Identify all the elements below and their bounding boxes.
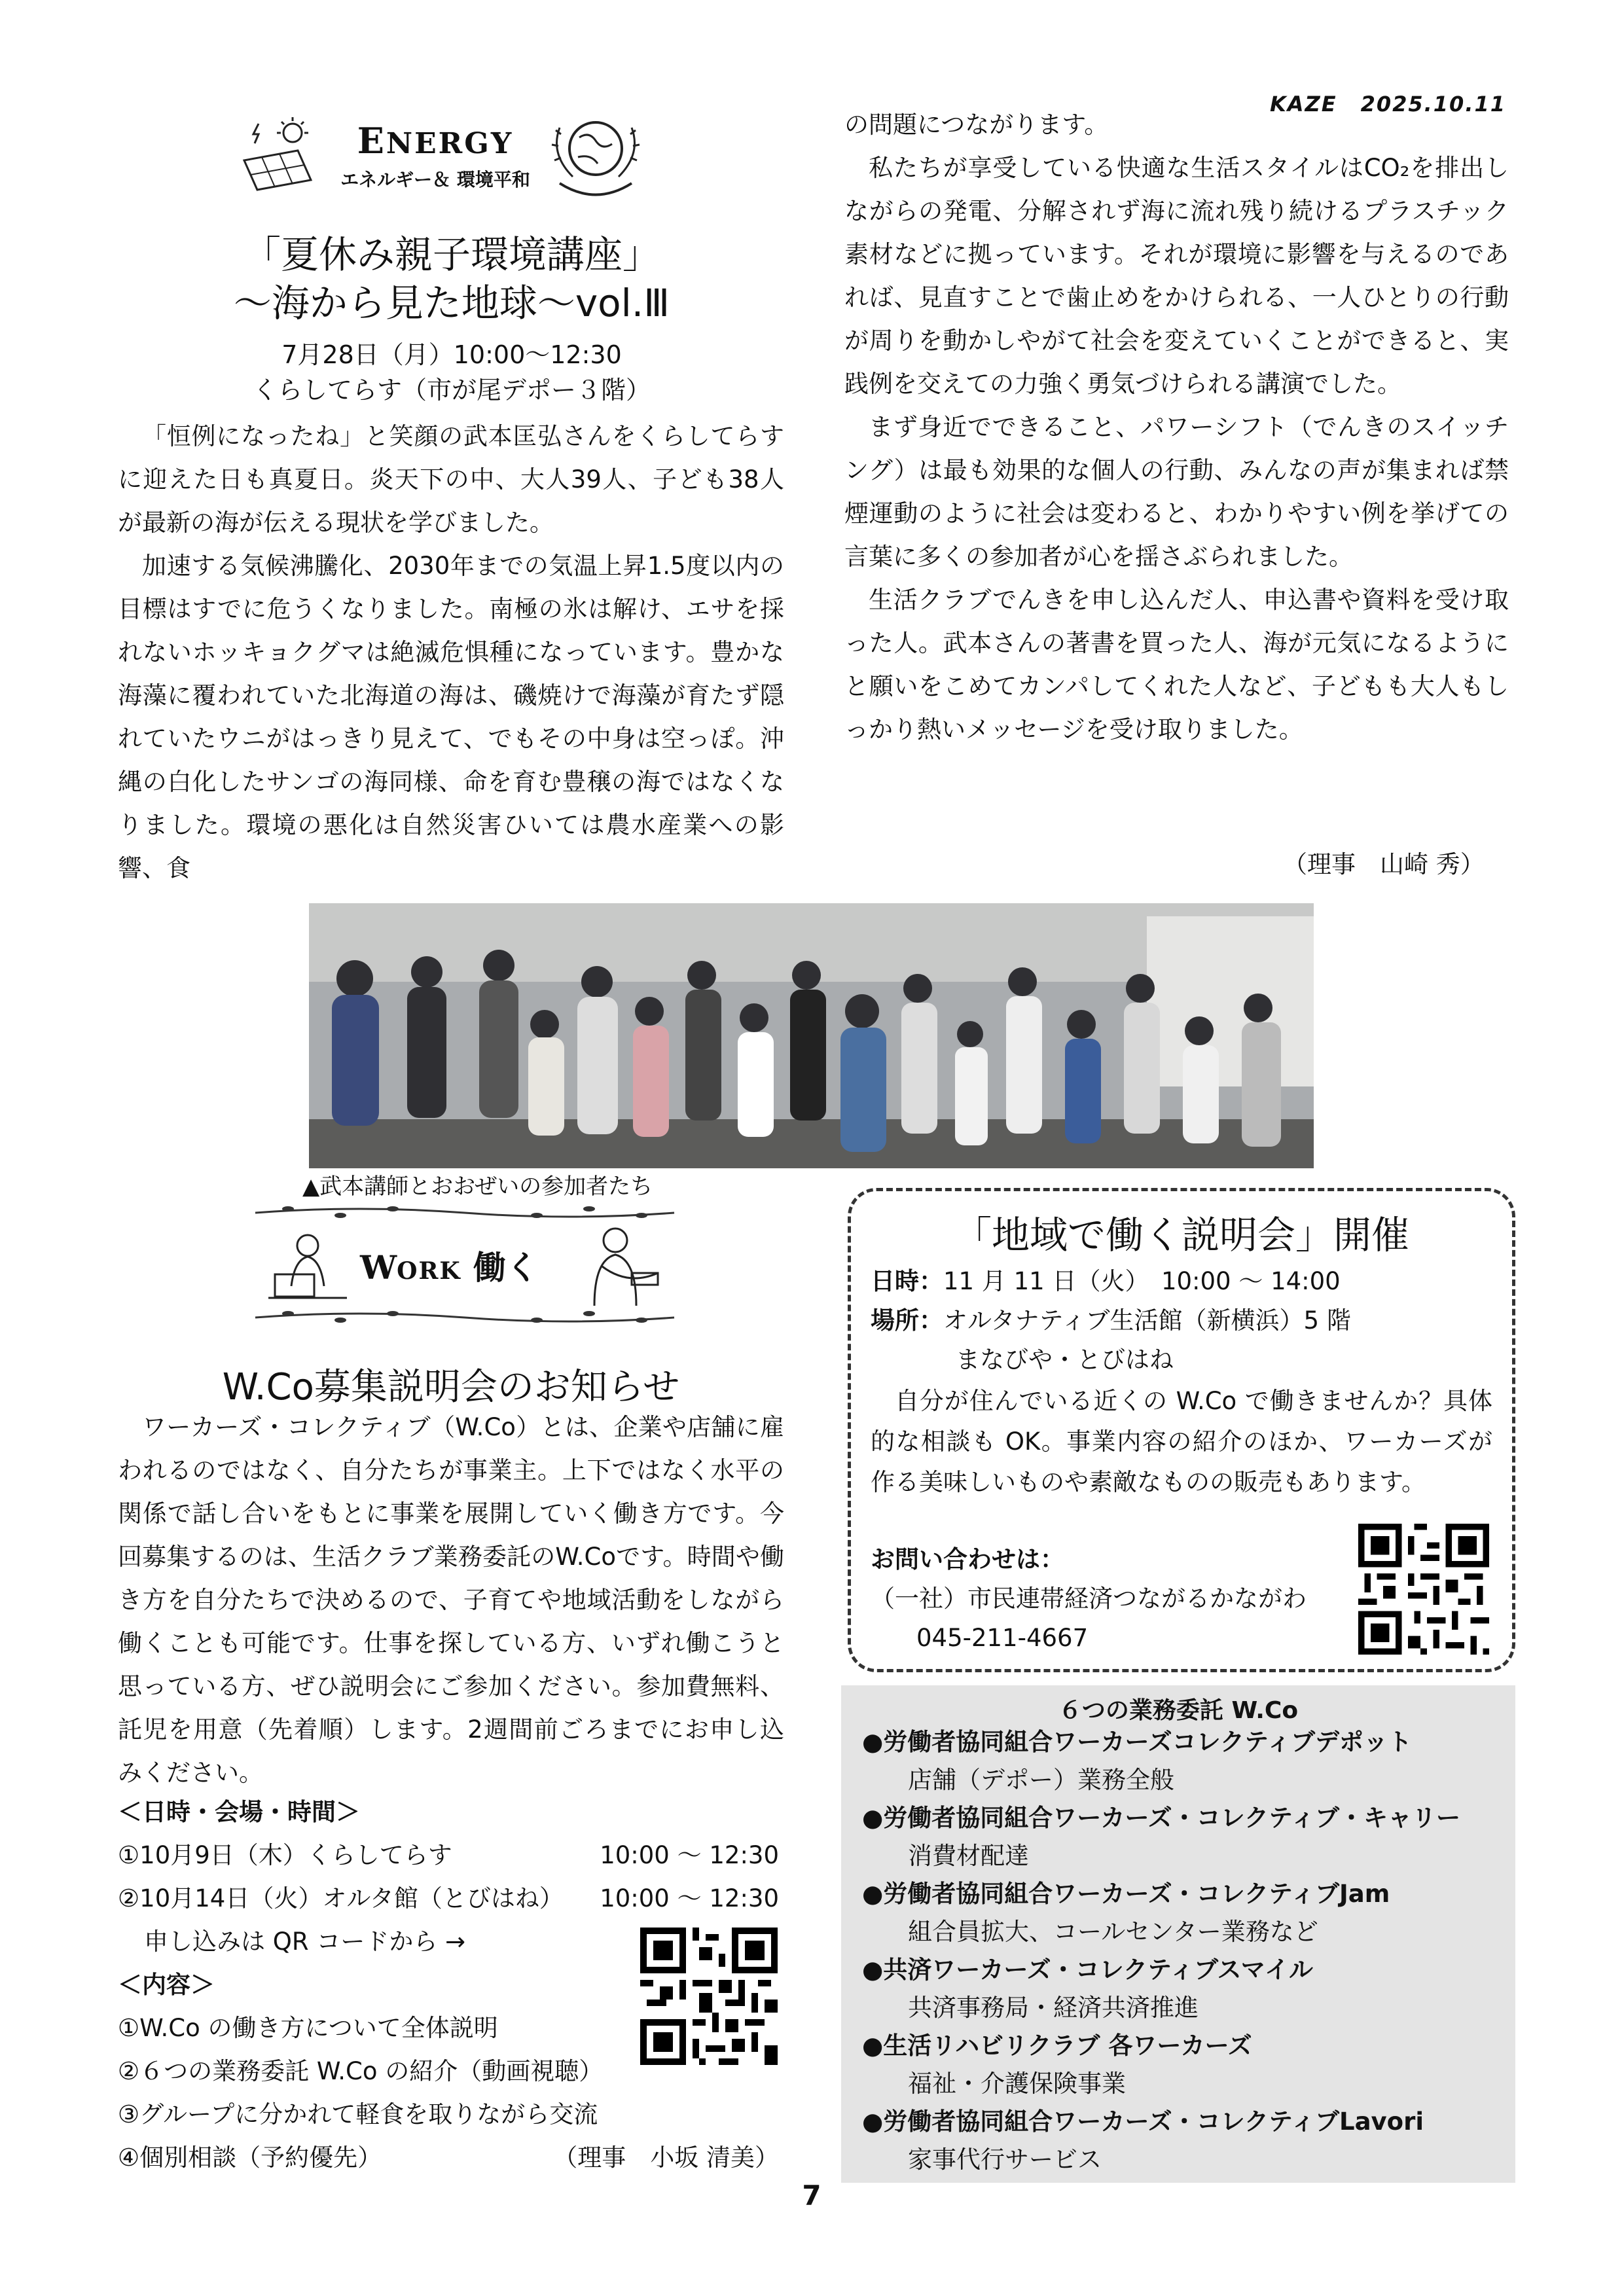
event-body: 自分が住んでいる近くの W.Co で働きませんか？具体的な相談も OK。事業内容の紹介のほか、ワーカーズが作る美味しいものや素敵なものの販売もあります。 xyxy=(871,1387,1492,1496)
content-item: ③グループに分かれて軽食を取りながら交流 xyxy=(118,2100,598,2128)
wco-desc: 組合員拡大、コールセンター業務など xyxy=(908,1918,1318,1946)
schedule-label: ①10月9日（木）くらしてらす xyxy=(118,1841,452,1869)
banner-initial: E xyxy=(357,120,386,162)
wco-name: ●労働者協同組合ワーカーズコレクティブデポット xyxy=(862,1728,1412,1756)
banner-word: ORK xyxy=(397,1257,461,1285)
work-author: （理事 小坂 清美） xyxy=(553,2144,779,2172)
wco-desc: 共済事務局・経済共済推進 xyxy=(908,1994,1199,2022)
list-item xyxy=(862,2103,1424,2179)
wco-name: ●労働者協同組合ワーカーズ・コレクティブLavori xyxy=(862,2108,1424,2136)
content-item: ④個別相談（予約優先） xyxy=(118,2144,382,2172)
schedule-row xyxy=(118,1834,785,1877)
event-contact-org: （一社）市民連帯経済つながるかながわ xyxy=(871,1585,1307,1613)
work-banner xyxy=(249,1201,681,1329)
event-date xyxy=(871,1262,1341,1301)
wco-list-title: ６つの業務委託 W.Co xyxy=(1058,1697,1299,1724)
event-place-value: オルタナティブ生活館（新横浜）5 階 xyxy=(943,1306,1351,1335)
work-title: W.Co募集説明会のお知らせ xyxy=(222,1366,680,1408)
wco-name: ●労働者協同組合ワーカーズ・コレクティブJam xyxy=(862,1880,1390,1908)
energy-paragraph: 私たちが享受している快適な生活スタイルはCO₂を排出しながらの発電、分解されず海に流れ残り続けるプラスチック素材などに拠っています。それが環境に影響を与えるのであれば、見直すことで歯止めをかけられる、一人ひとりの行動が周りを動かしやがて社会を変えていくことができると、実践例を交えての力強く勇気づけられる講演でした。 xyxy=(844,154,1509,398)
wco-desc: 店舗（デポー）業務全般 xyxy=(908,1766,1174,1794)
energy-author: （理事 山崎 秀） xyxy=(1283,850,1485,878)
energy-banner xyxy=(232,108,645,200)
content-item: ②６つの業務委託 W.Co の紹介（動画視聴） xyxy=(118,2057,604,2085)
event-place-label: 場所： xyxy=(871,1306,943,1335)
energy-title-line2: ～海から見た地球～vol.Ⅲ xyxy=(233,281,670,325)
list-item xyxy=(862,1875,1390,1951)
issue-date: 2025.10.11 xyxy=(1360,92,1506,117)
event-contact-label: お問い合わせは： xyxy=(871,1545,1064,1573)
desk-worker-icon xyxy=(268,1227,353,1306)
page-number: 7 xyxy=(802,2179,821,2212)
list-item xyxy=(862,1799,1460,1875)
banner-initial: W xyxy=(360,1248,397,1287)
contact-qr-code[interactable] xyxy=(1358,1524,1489,1655)
energy-paragraph: 「恒例になったね」と笑顔の武本匡弘さんをくらしてらすに迎えた日も真夏日。炎天下の中、大人39人、子ども38人が最新の海が伝える現状を学びました。 xyxy=(118,422,784,537)
content-row xyxy=(118,2136,785,2179)
banner-word: NERGY xyxy=(386,127,514,160)
list-item xyxy=(862,2027,1252,2103)
list-item xyxy=(862,1951,1313,2027)
wco-desc: 消費材配達 xyxy=(908,1842,1029,1870)
photo-caption: ▲武本講師とおおぜいの参加者たち xyxy=(302,1174,653,1200)
schedule-time: 10:00 ～ 12:30 xyxy=(600,1884,779,1912)
wco-name: ●労働者協同組合ワーカーズ・コレクティブ・キャリー xyxy=(862,1804,1460,1832)
energy-paragraph: 加速する気候沸騰化、2030年までの気温上昇1.5度以内の目標はすでに危うくなりました。南極の氷は解け、エサを採れないホッキョクグマは絶滅危惧種になっています。豊かな海藻に覆われていた北海道の海は、磯焼けで海藻が育たず隠れていたウニがはっきり見えて、でもその中身は空っぽ。沖縄の白化したサンゴの海同様、命を育む豊穣の海ではなくなりました。環境の悪化は自然災害ひいては農水産業への影響、食 xyxy=(118,552,784,882)
list-item xyxy=(862,1723,1412,1799)
apply-line: 申し込みは QR コードから → xyxy=(144,1928,466,1956)
work-intro-block xyxy=(118,1406,784,1795)
wco-desc: 福祉・介護保険事業 xyxy=(908,2070,1126,2098)
energy-banner-text xyxy=(331,120,540,192)
wco-name: ●共済ワーカーズ・コレクティブスマイル xyxy=(862,1956,1314,1984)
event-place xyxy=(871,1301,1351,1340)
event-title: 「地域で働く説明会」開催 xyxy=(953,1213,1409,1257)
participants-photo-illustration xyxy=(309,903,1314,1168)
solar-panel-icon xyxy=(232,115,324,196)
event-box xyxy=(848,1188,1515,1672)
cook-worker-icon xyxy=(576,1221,668,1312)
energy-title-line1: 「夏休み親子環境講座」 xyxy=(242,232,660,277)
banner-jp-word: 働く xyxy=(473,1249,539,1287)
event-body-block xyxy=(871,1381,1492,1503)
energy-continued-line: の問題につながります。 xyxy=(844,111,1109,139)
wco-list-box xyxy=(841,1685,1515,2183)
apply-qr-code[interactable] xyxy=(640,1928,778,2065)
content-heading: ＜内容＞ xyxy=(118,1971,215,1999)
earth-hands-icon xyxy=(547,108,645,200)
energy-paragraph: まず身近でできること、パワーシフト（でんきのスイッチング）は最も効果的な個人の行動、みんなの声が集まれば禁煙運動のように社会は変わると、わかりやすい例を挙げての言葉に多くの参加者が心を揺さぶられました。 xyxy=(844,413,1509,571)
schedule-heading: ＜日時・会場・時間＞ xyxy=(118,1798,360,1826)
schedule-label: ②10月14日（火）オルタ館（とびはね） xyxy=(118,1884,564,1912)
wco-desc: 家事代行サービス xyxy=(908,2145,1102,2174)
work-intro: ワーカーズ・コレクティブ（W.Co）とは、企業や店舗に雇われるのではなく、自分たちが事業主。上下ではなく水平の関係で話し合いをもとに事業を展開していく働き方です。今回募集するのは、生活クラブ業務委託のW.Coです。時間や働き方を自分たちで決めるので、子育てや地域活動をしながら働くことも可能です。仕事を探している方、いずれ働こうと思っている方、ぜひ説明会にご参加ください。参加費無料、託児を用意（先着順）します。2週間前ごろまでにお申し込みください。 xyxy=(118,1413,784,1787)
work-banner-text xyxy=(360,1242,539,1289)
group-photo xyxy=(309,903,1314,1168)
energy-date: 7月28日（月）10:00～12:30 xyxy=(281,340,622,369)
energy-place: くらしてらす（市が尾デポー３階） xyxy=(252,376,651,404)
energy-left-column xyxy=(118,415,784,890)
banner-subtitle: エネルギー＆ 環境平和 xyxy=(340,169,530,190)
event-contact-tel: 045-211-4667 xyxy=(916,1624,1089,1652)
event-date-label: 日時： xyxy=(871,1267,943,1295)
schedule-time: 10:00 ～ 12:30 xyxy=(600,1841,779,1869)
energy-right-column xyxy=(844,103,1509,751)
schedule-row xyxy=(118,1877,785,1920)
event-date-value: 11 月 11 日（火） 10:00 ～ 14:00 xyxy=(943,1267,1341,1295)
event-place-room: まなびや・とびはね xyxy=(956,1346,1174,1374)
wco-name: ●生活リハビリクラブ 各ワーカーズ xyxy=(862,2032,1252,2060)
energy-paragraph: 生活クラブでんきを申し込んだ人、申込書や資料を受け取った人。武本さんの著書を買った人、海が元気になるようにと願いをこめてカンパしてくれた人など、子どもも大人もしっかり熱いメッセージを受け取りました。 xyxy=(844,586,1509,744)
publication-name: KAZE xyxy=(1269,92,1337,117)
content-item: ①W.Co の働き方について全体説明 xyxy=(118,2014,498,2042)
